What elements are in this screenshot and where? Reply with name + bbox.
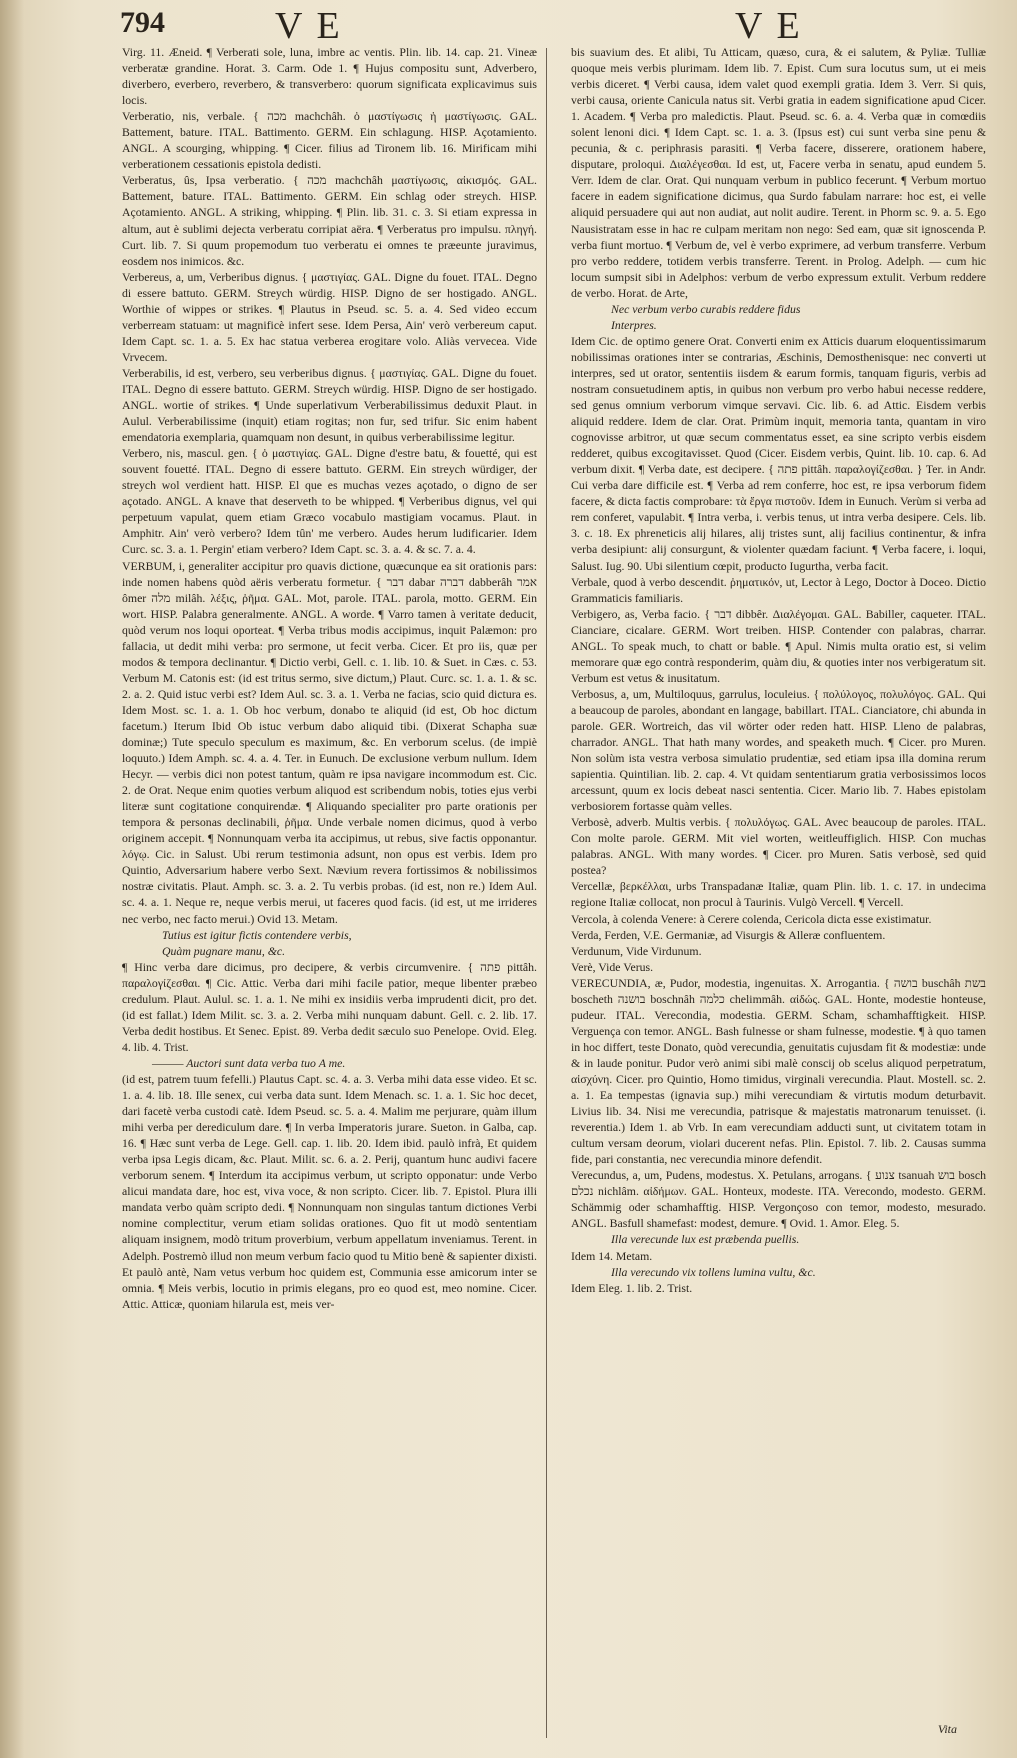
entry-paragraph: VERECUNDIA, æ, Pudor, modestia, ingenuitas. Χ. Arrogantia. { בושה buschâh בשת boscheth בושנה boschnâh כלמה chelimmâh. αἰδώς. GAL. Honte, modestie honteuse, pudeur. ITAL. Verecondia, modestia. GERM. Scham, schamhafftigkeit. HISP. Verguença con temor. ANGL. Bash fulnesse or sham fulnesse, modestie. ¶ à quo tamen in hoc differt, teste Donato, quòd verecundia, genuitatis cujusdam fit & modestiæ: unde & in laude ponitur. Pudor verò animi sibi malè conscij ob scelus aliquod perpetratum, αἰσχύνη. Cicer. pro Quintio, Homo timidus, virginali verecundia. Plaut. Mostell. sc. 2. a. 1. Ea tempestas (ignavia sup.) mihi verecundiam & virtutis modum deturbavit. Livius lib. 34. Nisi me verecundia, patrisque & majestatis matronarum tenuisset. (i. reverentia.) Idem 1. ab Vrb. In eam verecundiam adducti sunt, ut civitatem totam in cultum versam deorum, violari ducerent nefas. Plin. Epistol. 7. lib. 2. Causas summa fide, pari constantia, nec verecundia minore defendit. <box>571 975 986 1167</box>
verse-line: Illa verecundo vix tollens lumina vultu, &c. <box>611 1264 816 1279</box>
entry-paragraph: Verbosè, adverb. Multis verbis. { πολυλόγως. GAL. Avec beaucoup de paroles. ITAL. Con molte parole. GERM. Mit viel worten, weitleuffiglich. HISP. Con muchas palabras. ANGL. With many wordes. ¶ Cicer. pro Muren. Satis verbosè, sed quid postea? <box>571 815 986 878</box>
entry-paragraph: Virg. 11. Æneid. ¶ Verberati sole, luna, imbre ac ventis. Plin. lib. 14. cap. 21. Vineæ verberatæ grandine. Horat. 3. Carm. Ode 1. ¶ Hujus compositu sunt, Adverbero, diverbero, everbero, reverbero, & transverbero: quorum significata explicavimus suis locis. <box>122 45 537 108</box>
entry-paragraph: (id est, patrem tuum fefelli.) Plautus Capt. sc. 4. a. 3. Verba mihi data esse video. Et sc. 1. a. 4. lib. 18. Ille senex, cui verba data sunt. Idem Menach. sc. 1. a. 1. Sic hoc decet, dari facetè verba custodi catè. Idem Pseud. sc. 5. a. 4. Malim me perjurare, quàm illum mihi verba per derediculum dare. ¶ In verba Imperatoris jurare. Sueton. in Galba, cap. 16. ¶ Hæc sunt verba de Lege. Gell. cap. 1. lib. 20. Idem ibid. paulò infrà, Et quidem verba ipsa Legis dicam, &c. Plaut. Milit. sc. 6. a. 2. Perij, quantum hunc audivi facere verborum senem. ¶ Interdum ita accipimus verbum, ut scripto opponatur: unde Verbo alicui mandata dare, hoc est, viva voce, & non scripto. Cicer. lib. 7. Epistol. Plura illi mandata verbo quàm scripto dedi. ¶ Nonnunquam non singulas tantum dictiones Verbi nomine complectitur, verum etiam solidas orationes. Quo fit ut modò sententiam aliquam insignem, modò tritum proverbium, verbum appellatum inveniamus. Terent. in Adelph. Postremò illud non meum verbum facio quod tu Mitio benè & sapienter dixisti. Et paulò antè, Nam vetus verbum hoc quidem est, Communia esse amicorum inter se omnia. ¶ Meis verbis, locutio in primis elegans, pro eo quod est, meo nomine. Cicer. Attic. Atticæ, quoniam hilarula est, meis ver- <box>122 1072 537 1311</box>
entry-paragraph: Verbereus, a, um, Verberibus dignus. { μαστιγίας. GAL. Digne du fouet. ITAL. Degno di essere battuto. GERM. Streych würdig. HISP. Digno de ser hostigado. ANGL. Worthie of wippes or strikes. ¶ Plautus in Pseud. sc. 5. a. 4. Sed video eccum verberream statuam: ut magnificè infert sese. Idem Persa, Ain' verò verbereum caput. Idem Capt. sc. 1. a. 5. Ex hac statua verberea erogitare volo. Aliàs verveceа. Vide Vrvecem. <box>122 269 537 364</box>
verse-line: Nec verbum verbo curabis reddere fidus <box>611 301 801 316</box>
entry-paragraph: Verberabilis, id est, verbero, seu verberibus dignus. { μαστιγίας. GAL. Digne du fouet. ITAL. Degno di essere battuto. GERM. Streych würdig. HISP. Digno de ser hostigado. ANGL. wortie of strikes. ¶ Unde superlativum Verberabilissimus deduxit Plaut. in Aulul. Verberabilissime (inquit) etiam rogitas; non fur, sed trifur. Sic enim habent emendatoria exemplaria, quamquam non desunt, in quibus verberabilissime legitur. <box>122 365 537 445</box>
entry-paragraph: Verberatio, nis, verbale. { מכה machchâh. ὁ μαστίγωσις ἡ μαστίγωσις. GAL. Battement, bature. ITAL. Battimento. GERM. Ein schlagung. HISP. Açotamiento. ANGL. A scourging, whipping. ¶ Cicer. filius ad Tironem lib. 16. Mirificam mihi verberationem cessationis epistola dedisti. <box>122 109 537 172</box>
entry-paragraph: Idem 14. Metam. <box>571 1248 653 1263</box>
left-column <box>122 44 537 1312</box>
entry-paragraph: Idem Eleg. 1. lib. 2. Trist. <box>571 1280 693 1295</box>
verse-line: ——— Auctori sunt data verba tuo A me. <box>152 1055 346 1070</box>
binding-shadow <box>0 0 24 1758</box>
entry-paragraph: bis suavium des. Et alibi, Tu Atticam, quæso, cura, & ei salutem, & Pyliæ. Tulliæ quoque meis verbis plurimam. Idem lib. 7. Epist. Cum sura locutus sum, ut ei meis verbis diceret. ¶ Verbi causa, idem valet quod exempli gratia. Idem 3. Verr. Si quis, verbi causa, oriente Canicula natus sit. Verbi gratia in eadem significatione apud Cicer. 1. Academ. ¶ Verba pro maledictis. Plaut. Pseud. sc. 6. a. 4. Verba quæ in comœdiis solent lenoni dici. ¶ Idem Capt. sc. 1. a. 3. (Ipsus est) cui sunt verba sine penu & pecunia, & c. periphrasis parasiti. ¶ Verba facere, disserere, orationem habere, disputare, proloqui. Διαλέγεσθαι. Id est, ut, Facere verba in senatu, apud eundem 5. Verr. Idem de clar. Orat. Qui nunquam verbum in publico fecerunt. ¶ Verbum mortuo facere in eadem significatione dicimus, qua Surdo fabulam narrare: hoc est, ei velle aliquid persuadere qui aut non audiat, aut nolit audire. Terent. in Phorm sc. 9. a. 5. Ego Nausistratam esse in hac re culpam meritam non nego: Sed eam, quæ sit ignoscenda P. verba fiunt mortuo. ¶ Verbum de, vel è verbo exprimere, ad verbum transferre. Verbum pro verbo reddere, totidem verbis transferre. Terent. in Prolog. Adelph. — cum hic locum sumpsit sibi in Adelphos: verbum de verbo expressum extulit. Verbum reddere de verbo. Horat. de Arte, <box>571 45 986 300</box>
page-header <box>0 0 1017 47</box>
running-head-left: VE <box>275 5 354 47</box>
entry-paragraph: Verbero, nis, mascul. gen. { ὁ μαστιγίας. GAL. Digne d'estre batu, & fouetté, qui est souvent fouetté. ITAL. Degno di essere battuto. GERM. Ein streych würdiger, der streych wol verdient hatt. HISP. El que es muchas vezes açotado, o digno de ser açotado. ANGL. A knave that deserveth to be whipped. ¶ Verberibus dignus, vel qui perpetuum vapulat, quem etiam Græco vocabulo mastigiam vocamus. Plaut. in Amphitr. Ain' verò verbero? Idem tûn' me verbero. Audes herum ludificarier. Idem Curc. sc. 3. a. 1. Pergin' etiam verbero? Idem Capt. sc. 3. a. 4. & sc. 7. a. 4. <box>122 446 537 557</box>
entry-paragraph: Verbale, quod à verbo descendit. ῥηματικόν, ut, Lector à Lego, Doctor à Doceo. Dictio Grammaticis familiaris. <box>571 574 986 605</box>
entry-paragraph: VERBUM, i, generaliter accipitur pro quavis dictione, quæcunque ea sit orationis pars: inde nomen habens quòd aëris verberatu formetur. { דבר dabar דברה dabberâh אמר ômer מלה milâh. λέξις, ῥῆμα. GAL. Mot, parole. ITAL. parola, motto. GERM. Ein wort. HISP. Palabra generalmente. ANGL. A worde. ¶ Varro tamen à veritate deducit, quòd verum nos loqui oporteat. ¶ Verba tribus modis accipimus, inquit Palæmon: pro fallacia, ut dedit mihi verba: pro sermone, ut fecit verba. Cicer. Et pro iis, quæ per modos & tempora declinantur. ¶ Dictio verbi, Gell. c. 1. lib. 10. & Suet. in Cæs. c. 53. Verbum M. Catonis est: (id est tritus sermo, sive dictum,) Plaut. Curc. sc. 1. a. 1. & sc. 2. a. 2. Quid istuc verbi est? Idem Aul. sc. 3. a. 1. Verba ne facias, scio quid dictura es. Idem Most. sc. 1. a. 1. Ob hoc verbum, donabo te aliquid (id est, Ob hoc dictum facetum.) Iterum Ibid Ob istuc verbum dabo aliquid tibi. (Dixerat Schapha suæ dominæ;) Tute speculo speculum es maximum, &c. En verborum scelus. (de impiè loquuto.) Idem Amph. sc. 4. a. 4. Ter. in Eunuch. De exclusione verbum nullum. Idem Hecyr. — verbis dici non potest tantum, quàm re ipsa navigare incommodum est. Cic. 2. de Orat. Neque enim quoties verbum aliquod est scribendum nobis, toties ejus verbi literæ sunt cogitatione conquirendæ. ¶ Aliquando specialiter pro parte orationis per tempora & personas declinabili, ῥῆμα. Unde verbale nomen dicimus, quod à verbo originem accepit. ¶ Nonnunquam verba ita accipimus, ut rebus, sive factis opponantur. λόγῳ. Cic. in Salust. Ubi rerum testimonia adsunt, non opus est verbis. Idem pro Quintio, Adversarium habere verbo Sext. Nævium revera fortissimos & nobilissimos nostræ civitatis. Plaut. Amph. sc. 3. a. 2. Tu verbis probas. (id est, non re.) Idem Aul. sc. 4. a. 1. Neque re, neque verbis merui, ut faceres quod facis. (id est, ut me irrideres nec verbo, nec facto merui.) Ovid 13. Metam. <box>122 558 537 926</box>
right-column <box>571 44 986 1296</box>
entry-paragraph: Idem Cic. de optimo genere Orat. Converti enim ex Atticis duarum eloquentissimarum nobilissimas orationes inter se contrarias, Æschinis, Demosthenisque: nec converti ut interpres, sed ut orator, sententiis iisdem & earum formis, tanquam figuris, verbis ad nostram consuetudinem aptis, in quibus non verbum pro verbo habui necesse reddere, sed genus omnium verborum vimque servavi. Cic. lib. 6. ad Attic. Eisdem verbis aliquid reddere. Idem de clar. Orat. Primùm inquit, memoria tanta, quantam in viro cognovisse arbitror, ut quæ secum commentatus esset, ea sine scripto verbis eisdem redderet, quibus excogitavisset. Quod (Cicer. Eisdem verbis, Quint. lib. 10. cap. 6. Ad verbum dixit. ¶ Verba date, est decipere. { פתה pittâh. παραλογίζεσθαι. } Ter. in Andr. Cui verba dare difficile est. ¶ Verba ad rem conferre, hoc est, re ipsa verborum fidem facere, & dicta factis comprobare: τὰ ἔργα πιστοῦν. Idem in Eunuch. Verùm si verba ad rem conferet, vapulabit. ¶ Intra verba, i. verbis tenus, ut intra verba desipere. Cels. lib. 3. c. 18. Ex phreneticis alij hilares, alij tristes sunt, alij facilius continentur, & infra verba desipiunt: alij consurgunt, & violenter quædam faciunt. ¶ Verba facere, i. loqui, Salust. Iug. 90. Ubi silentium cœpit, producto Iugurtha, verba facit. <box>571 333 986 573</box>
entry-paragraph: ¶ Hinc verba dare dicimus, pro decipere, & verbis circumvenire. { פתה pittâh. παραλογίζεσθαι. ¶ Cic. Attic. Verba dari mihi facile patior, meque libenter præbeo credulum. Plaut. Aulul. sc. 1. a. 1. Ne mihi ex insidiis verba imprudenti dicit, pro det. (id est fallat.) Idem Milit. sc. 3. a. 2. Verba mihi nunquam dabunt. Gell. c. 2. lib. 17. Verba dedit hostibus. Et Senec. Epist. 89. Verba dedit sæculo suo Penelope. Ovid. Eleg. 4. lib. 4. Trist. <box>122 959 537 1054</box>
entry-paragraph: Verecundus, a, um, Pudens, modestus. Χ. Petulans, arrogans. { צנוע tsanuah בוש bosch נכלם nichlâm. αἰδήμων. GAL. Honteux, modeste. ITA. Verecondo, modesto. GERM. Schämmig oder schamhafftig. HISP. Vergonçoso con temor, modesto, mesurado. ANGL. Basfull shamefast: modest, demure. ¶ Ovid. 1. Amor. Eleg. 5. <box>571 1168 986 1231</box>
entry-paragraph: Verda, Ferden, V.E. Germaniæ, ad Visurgis & Alleræ confluentem. <box>571 927 886 942</box>
verse-line: Interpres. <box>611 317 657 332</box>
entry-paragraph: Verberatus, ûs, Ipsa verberatio. { מכה machchâh μαστίγωσις, αἰκισμός. GAL. Battement, bature. ITAL. Battimento. GERM. Ein schlag oder streych. HISP. Açotamiento. ANGL. A striking, whipping. ¶ Plin. lib. 31. c. 3. Si etiam expressa in altum, aut è sublimi dejecta verberatu corripiat aëra. ¶ Verberatus pro impulsu. πληγή. Curt. lib. 7. Si quum propemodum tuo verberatu ei omnes te præeunte juravimus, eosdem nos inimicos. &c. <box>122 173 538 268</box>
entry-paragraph: Verè, Vide Verus. <box>571 959 654 974</box>
column-divider <box>546 48 547 1738</box>
verse-line: Tutius est igitur fictis contendere verbis, <box>162 927 352 942</box>
entry-paragraph: Verdunum, Vide Virdunum. <box>571 943 702 958</box>
running-head-right: VE <box>735 5 814 47</box>
entry-paragraph: Vercellæ, βερκέλλαι, urbs Transpadanæ Italiæ, quam Plin. lib. 1. c. 17. in undecima regione Italiæ collocat, non procul à Taurinis. Vulgò Vercell. ¶ Vercell. <box>571 879 986 910</box>
entry-paragraph: Vercola, à colenda Venere: à Cerere colenda, Cericola dicta esse existimatur. <box>571 911 932 926</box>
verse-line: Illa verecunde lux est præbenda puellis. <box>611 1232 800 1247</box>
verse-line: Quàm pugnare manu, &c. <box>162 943 286 958</box>
entry-paragraph: Verbosus, a, um, Multiloquus, garrulus, loculeius. { πολύλογος, πολυλόγος. GAL. Qui a beaucoup de paroles, abondant en langage, babillart. ITAL. Cianciatore, chi abunda in parole. GER. Wortreich, das vil wörter oder reden hatt. HISP. Lleno de palabras, charrador. ANGL. That hath many wordes, and speaketh much. ¶ Cicer. pro Muren. Non solùm ista vestra verbosa simulatio prudentiæ, sed etiam ipsa illa domina rerum sapientia. Quintilian. lib. 2. cap. 4. Vt quidam sententiarum gratia verbosissimos locos arcessunt, quum ex locis debeat nasci sententia. Cicer. Mario lib. 7. Habes epistolam verbosiorem fortasse quàm velles. <box>571 686 986 814</box>
entry-paragraph: Verbigero, as, Verba facio. { דבר dibbêr. Διαλέγομαι. GAL. Babiller, caqueter. ITAL. Cianciare, cicalare. GERM. Wort treiben. HISP. Contender con palabras, charrar. ANGL. To speak much, to chatt or bable. ¶ Apul. Nimis multa oratio est, si velim memorare quæ ego contrà responderim, quàm diu, & quoties inter nos verbigeratum sit. Verbum est vetus & inusitatum. <box>571 606 986 685</box>
page-number: 794 <box>120 6 165 39</box>
catchword: Vita <box>937 1722 957 1736</box>
